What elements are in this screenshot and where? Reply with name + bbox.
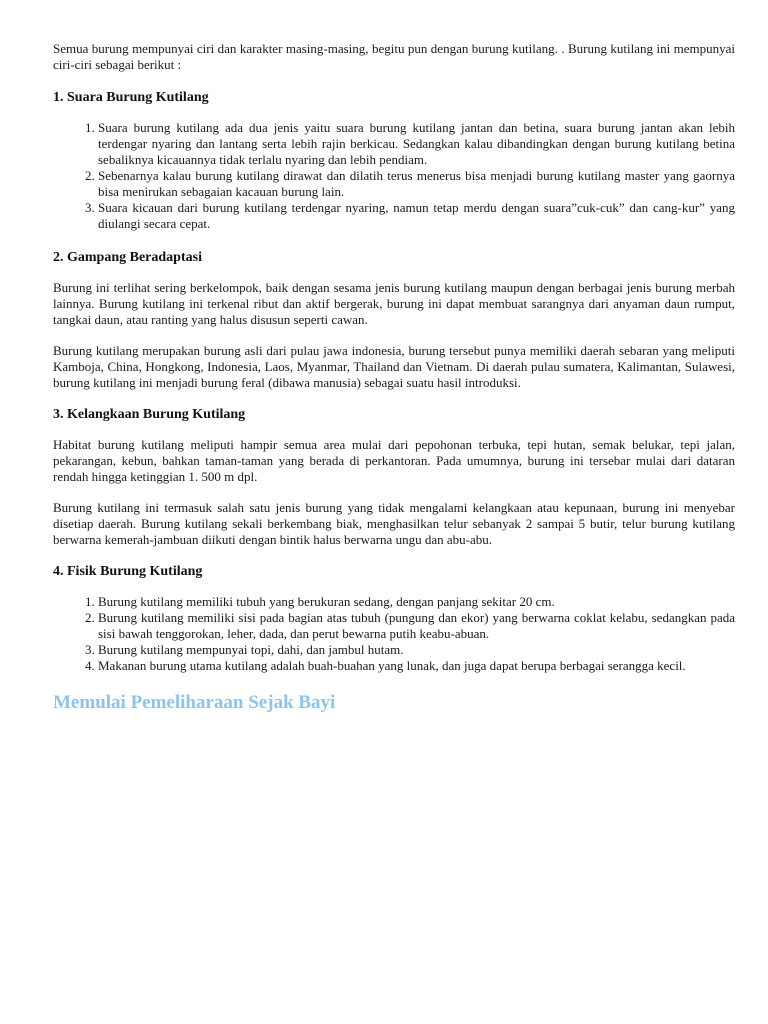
list-item: 4. Makanan burung utama kutilang adalah buah-buahan yang lunak, dan juga dapat berupa berbagai serangga kecil. (98, 658, 735, 674)
list-item: 1. Suara burung kutilang ada dua jenis yaitu suara burung kutilang jantan dan betina, suara burung jantan akan lebih terdengar nyaring dan lantang serta lebih rajin berkicau. Sedangkan kalau dibandingkan dengan burung kutilang betina sebaliknya kicauannya tidak terlalu nyaring dan lebih pendiam. (98, 120, 735, 168)
list-item: 1. Burung kutilang memiliki tubuh yang berukuran sedang, dengan panjang sekitar 20 cm. (98, 594, 735, 610)
list-item: 2. Sebenarnya kalau burung kutilang dirawat dan dilatih terus menerus bisa menjadi burung kutilang master yang gaornya bisa menirukan sebagaian kacauan burung lain. (98, 168, 735, 200)
list-item: 3. Suara kicauan dari burung kutilang terdengar nyaring, namun tetap merdu dengan suara”cuk-cuk” dan cang-kur” yang diulangi secara cepat. (98, 200, 735, 232)
intro-paragraph: Semua burung mempunyai ciri dan karakter masing-masing, begitu pun dengan burung kutilang. . Burung kutilang ini mempunyai ciri-ciri sebagai berikut : (53, 41, 735, 72)
fisik-list (53, 594, 735, 674)
paragraph: Habitat burung kutilang meliputi hampir semua area mulai dari pepohonan terbuka, tepi hutan, semak belukar, tepi jalan, pekarangan, kebun, bahkan taman-taman yang berada di perkantoran. Pada umumnya, burung ini tersebar mulai dari dataran rendah hingga ketinggian 1. 500 m dpl. (53, 437, 735, 484)
paragraph: Burung ini terlihat sering berkelompok, baik dengan sesama jenis burung kutilang maupun dengan berbagai jenis burung merbah lainnya. Burung kutilang ini terkenal ribut dan aktif bergerak, burung ini dapat membuat sarangnya dari anyaman daun rumput, tangkai daun, atau ranting yang halus disusun seperti cawan. (53, 280, 735, 327)
paragraph: Burung kutilang ini termasuk salah satu jenis burung yang tidak mengalami kelangkaan atau kepunaan, burung ini menyebar disetiap daerah. Burung kutilang sekali berkembang biak, menghasilkan telur sebanyak 2 sampai 5 butir, telur burung kutilang berwarna kemerah-jambuan diikuti dengan bintik halus berwarna ungu dan abu-abu. (53, 500, 735, 547)
suara-list (53, 120, 735, 232)
next-section-heading: Memulai Pemeliharaan Sejak Bayi (53, 692, 336, 713)
list-item: 3. Burung kutilang mempunyai topi, dahi, dan jambul hutam. (98, 642, 735, 658)
document-page (53, 41, 735, 715)
section-heading-adaptasi: 2. Gampang Beradaptasi (53, 250, 202, 265)
section-heading-suara: 1. Suara Burung Kutilang (53, 90, 209, 105)
list-item: 2. Burung kutilang memiliki sisi pada bagian atas tubuh (pungung dan ekor) yang berwarna coklat kelabu, sedangkan pada sisi bawah tenggorokan, leher, dada, dan perut bewarna putih keabu-abuan. (98, 610, 735, 642)
section-heading-fisik: 4. Fisik Burung Kutilang (53, 564, 203, 579)
paragraph: Burung kutilang merupakan burung asli dari pulau jawa indonesia, burung tersebut punya memiliki daerah sebaran yang meliputi Kamboja, China, Hongkong, Indonesia, Laos, Myanmar, Thailand dan Vietnam. Di daerah pulau sumatera, Kalimantan, Sulawesi, burung kutilang ini menjadi burung feral (dibawa manusia) sebagai suatu hasil introduksi. (53, 343, 735, 390)
section-heading-kelangkaan: 3. Kelangkaan Burung Kutilang (53, 407, 246, 422)
